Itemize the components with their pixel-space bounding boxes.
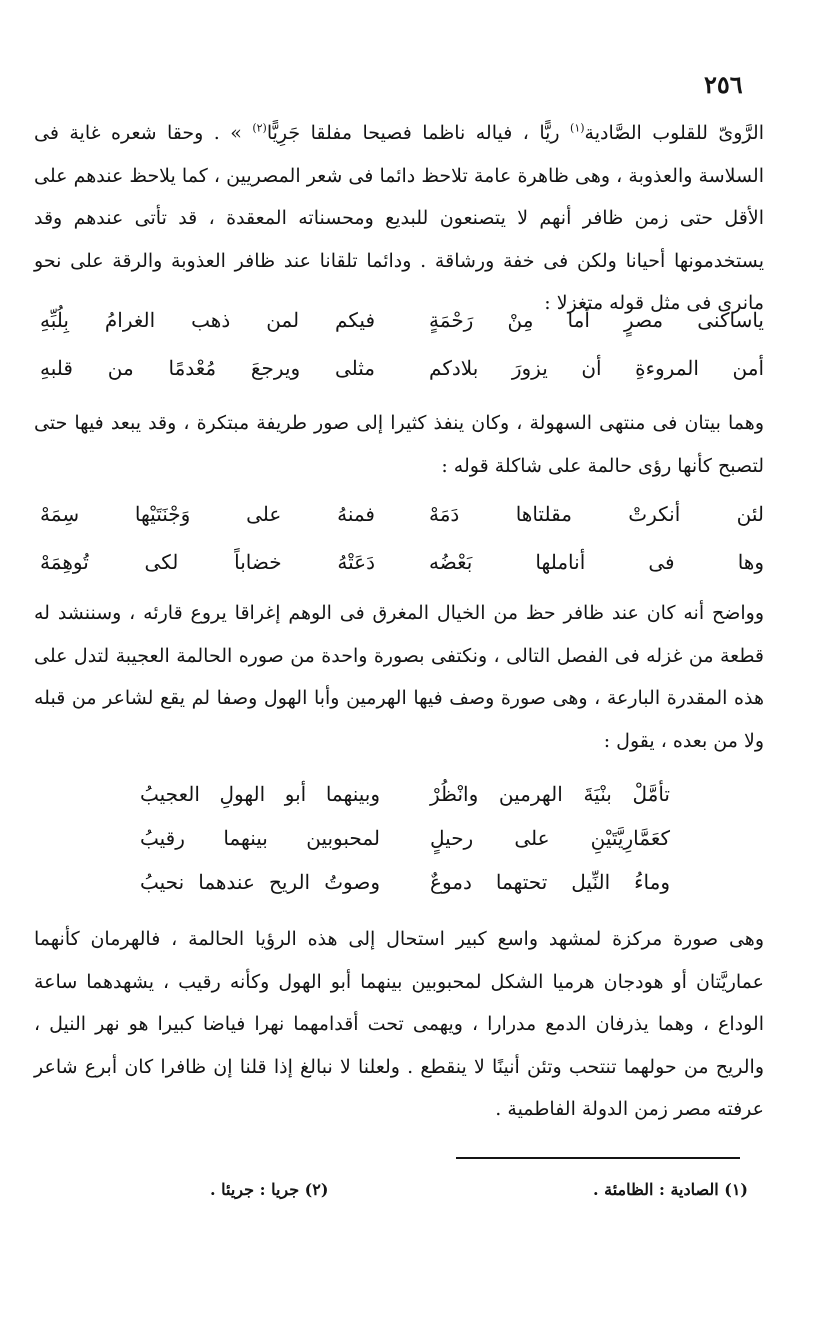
paragraph-1-part-c: » . وحقا شعره غاية فى السلاسة والعذوبة ، وهى ظاهرة عامة تلاحظ دائما فى شعر المصريين ، كما يلاحظ عندهم على الأقل حتى زمن ظافر أنهم لا يتصنعون للبديع ومحسناته المعقدة ، قد تأتى عندهم وقد يستخدمونها أحيانا ولكن فى خفة ورشاقة . ودائما تلقانا عند ظافر العذوبة والرقة على نحو مانرى فى مثل قوله متغزلا :: [34, 122, 764, 314]
hemistich-left: [40, 296, 375, 344]
hemistich-left: [40, 490, 375, 538]
word: فى: [648, 550, 675, 574]
word: وانْظُرْ: [430, 782, 479, 806]
poem-1-verse-2: [40, 344, 764, 392]
word: رقيبُ: [140, 826, 185, 850]
word: على: [246, 502, 282, 526]
word: رحيلٍ: [430, 826, 474, 850]
word: أن: [581, 356, 602, 380]
paragraph-1-part-a: الرَّوىّ للقلوب الصَّادية: [584, 122, 764, 144]
poem-2-verse-2: [40, 538, 764, 586]
word: وبينهما: [325, 782, 380, 806]
footnote-ref-1[interactable]: (١): [570, 121, 585, 135]
word: فمنهُ: [337, 502, 375, 526]
hemistich-right: [429, 296, 764, 344]
poem-3-verse-1: [140, 772, 670, 816]
paragraph-4: وهى صورة مركزة لمشهد واسع كبير استحال إلى هذه الرؤيا الحالمة ، فالهرمان كأنهما عماريَّتان أو هودجان هرميا الشكل لمحبوبين بينهما أبو الهول وكأنه رقيب ، يشهدهما ساعة الوداع ، وهما يذرفان الدمع مدرارا ، ويهمى تحت أقدامهما نهرا فياضا كبيرا هو نهر النيل ، والريح من حولهما تنتحب وتئن أنينًا لا ينقطع . ولعلنا لا نبالغ إذا قلنا إن ظافرا كان أبرع شاعر عرفته مصر زمن الدولة الفاطمية .: [34, 928, 764, 1120]
hemistich-left: [140, 860, 380, 904]
word: كعَمَّارِيَّتَيْنِ: [590, 826, 670, 850]
word: مُعْدمًا: [168, 356, 217, 380]
word: تُوهِمَهْ: [40, 550, 89, 574]
word: ويرجعَ: [250, 356, 301, 380]
word: ذهب: [191, 308, 231, 332]
word: بنْيَةَ: [583, 782, 612, 806]
word: ياساكنى: [697, 308, 764, 332]
word: النِّيل: [571, 870, 611, 894]
poem-1-verse-1: [40, 296, 764, 344]
word: بَعْضُه: [429, 550, 473, 574]
hemistich-left: [40, 538, 375, 586]
word: لمحبوبين: [306, 826, 380, 850]
word: دَمَهْ: [429, 502, 460, 526]
word: تحتهما: [495, 870, 548, 894]
word: وماءُ: [634, 870, 670, 894]
page-number: ٢٥٦: [704, 70, 743, 99]
word: من: [107, 356, 134, 380]
poem-3-verse-2: [140, 816, 670, 860]
hemistich-right: [430, 816, 670, 860]
word: الريح: [268, 870, 311, 894]
word: قلبهِ: [40, 356, 73, 380]
word: الهولِ: [219, 782, 266, 806]
word: رَحْمَةٍ: [429, 308, 474, 332]
poem-1: [40, 296, 764, 392]
word: مقلتاها: [515, 502, 572, 526]
word: دموعٌ: [430, 870, 472, 894]
word: عندهما: [198, 870, 255, 894]
poem-2: [40, 490, 764, 586]
footnote-divider: [456, 1157, 740, 1159]
word: بلادكم: [429, 356, 479, 380]
footnote-1: (١) الصادية : الظامئة .: [592, 1180, 748, 1199]
paragraph-2: وهما بيتان فى منتهى السهولة ، وكان ينفذ كثيرا إلى صور طريفة مبتكرة ، وقد يبعد فيها حتى لتصبح كأنها رؤى حالمة على شاكلة قوله :: [34, 412, 764, 477]
poem-2-verse-1: [40, 490, 764, 538]
poem-3-verse-3: [140, 860, 670, 904]
hemistich-left: [40, 344, 375, 392]
footnotes: [210, 1180, 748, 1199]
word: دَعَتْهُ: [337, 550, 375, 574]
word: أنكرتْ: [628, 502, 681, 526]
paragraph-3: وواضح أنه كان عند ظافر حظ من الخيال المغرق فى الوهم إغراقا يروع قارئه ، وسننشد له قطعة من غزله فى الفصل التالى ، ونكتفى بصورة واحدة من صوره الحالمة العجيبة لتدل على هذه المقدرة البارعة ، وهى صورة وصف فيها الهرمين وأبا الهول وصفا لم يقع لشاعر من قبله ولا من بعده ، يقول :: [34, 602, 764, 752]
word: وها: [737, 550, 764, 574]
word: لكى: [144, 550, 179, 574]
word: مِنْ: [507, 308, 534, 332]
paragraph-1: [34, 112, 764, 325]
word: أبو: [284, 782, 307, 806]
word: أمن: [732, 356, 764, 380]
word: على: [514, 826, 550, 850]
word: لمن: [266, 308, 300, 332]
word: نحيبُ: [140, 870, 185, 894]
paragraph-1-part-b: ريًّا ، فياله ناظما فصيحا مفلقا جَرِيًّا: [266, 122, 571, 144]
word: مصرٍ: [624, 308, 664, 332]
hemistich-right: [430, 772, 670, 816]
footnote-ref-2[interactable]: (٢): [252, 121, 267, 135]
hemistich-right: [429, 538, 764, 586]
word: تأمَّلْ: [632, 782, 670, 806]
word: الهرمين: [498, 782, 563, 806]
word: بينهما: [223, 826, 268, 850]
word: فيكم: [335, 308, 375, 332]
hemistich-left: [140, 816, 380, 860]
hemistich-right: [429, 344, 764, 392]
word: سِمَهْ: [40, 502, 80, 526]
poem-3: [140, 772, 670, 904]
word: العجيبُ: [140, 782, 200, 806]
word: لئن: [736, 502, 764, 526]
word: أما: [567, 308, 590, 332]
footnote-2: (٢) جريا : جريئا .: [210, 1180, 329, 1199]
hemistich-right: [430, 860, 670, 904]
word: المروءةِ: [635, 356, 699, 380]
word: وصوتُ: [324, 870, 380, 894]
word: الغرامُ: [104, 308, 156, 332]
word: خضاباً: [234, 550, 282, 574]
word: وَجْنَتَيْها: [134, 502, 191, 526]
hemistich-right: [429, 490, 764, 538]
word: مثلى: [334, 356, 375, 380]
word: بِلُبِّهِ: [40, 308, 69, 332]
hemistich-left: [140, 772, 380, 816]
word: يزورَ: [511, 356, 548, 380]
word: أناملها: [535, 550, 586, 574]
